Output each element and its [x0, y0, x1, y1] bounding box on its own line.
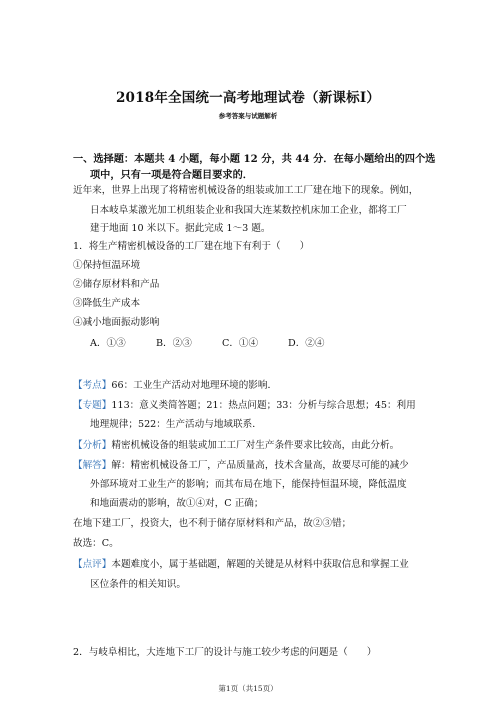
- page-subtitle: 参考答案与试题解析: [218, 112, 278, 120]
- jieda-tag: 【解答】: [73, 460, 112, 471]
- option-1: ①保持恒温环境: [73, 260, 141, 271]
- kaodian-text: 66：工业生产活动对地理环境的影响．: [111, 380, 278, 391]
- fenxi-line: [73, 440, 399, 452]
- analysis-extra-1: 在地下建工厂，投资大，也不利于储存原材料和产品，故②③错；: [73, 518, 352, 529]
- dianping-text-1: 本题难度小，属于基础题，解题的关键是从材料中获取信息和掌握工业: [111, 559, 409, 570]
- jieda-line-3: 和地面震动的影响，故①④对，C 正确；: [90, 498, 264, 509]
- analysis-extra-2: 故选：C。: [73, 538, 119, 549]
- kaodian-line: [73, 380, 277, 392]
- dianping-line-1: [73, 559, 409, 571]
- choice-d: D．②④: [288, 338, 325, 349]
- jieda-text-1: 解：精密机械设备工厂，产品质量高，技术含量高，故要尽可能的减少: [111, 460, 409, 471]
- zhuanti-line-1: [73, 400, 416, 412]
- passage-line-1: 近年来，世界上出现了将精密机械设备的组装或加工工厂建在地下的现象。例如，: [73, 185, 419, 196]
- fenxi-tag: 【分析】: [73, 440, 112, 451]
- page-title: 2018年全国统一高考地理试卷（新课标Ⅰ）: [115, 90, 381, 106]
- option-3: ③降低生产成本: [73, 298, 141, 309]
- question-1: 1．将生产精密机械设备的工厂建在地下有利于（ ）: [73, 241, 310, 252]
- option-4: ④减小地面振动影响: [73, 317, 160, 328]
- option-2: ②储存原材料和产品: [73, 279, 160, 290]
- zhuanti-tag: 【专题】: [73, 400, 112, 411]
- zhuanti-text-1: 113：意义类简答题；21：热点问题；33：分析与综合思想；45：利用: [111, 400, 416, 411]
- choice-c: C．①④: [222, 338, 259, 349]
- section-heading-line-2: 项中，只有一项是符合题目要求的．: [90, 169, 253, 181]
- passage-line-3: 建于地面 10 米以下。据此完成 1～3 题。: [90, 223, 271, 234]
- dianping-line-2: 区位条件的相关知识。: [90, 579, 186, 590]
- zhuanti-line-2: 地理规律；522：生产活动与地域联系．: [90, 419, 262, 430]
- jieda-line-1: [73, 460, 409, 472]
- page-footer: 第1页（共15页）: [218, 684, 278, 693]
- dianping-tag: 【点评】: [73, 559, 112, 570]
- passage-line-2: 日本岐阜某激光加工机组装企业和我国大连某数控机床加工企业，都将工厂: [90, 205, 407, 216]
- choice-a: A．①③: [90, 338, 126, 349]
- answer-choices: [90, 338, 354, 350]
- kaodian-tag: 【考点】: [73, 380, 112, 391]
- jieda-line-2: 外部环境对工业生产的影响；而其布局在地下，能保持恒温环境，降低温度: [90, 479, 407, 490]
- fenxi-text: 精密机械设备的组装或加工工厂对生产条件要求比较高，由此分析。: [111, 440, 400, 451]
- choice-b: B．②③: [156, 338, 192, 349]
- section-heading-line-1: 一、选择题：本题共 4 小题，每小题 12 分，共 44 分．在每小题给出的四个选: [73, 153, 436, 165]
- question-2: 2．与岐阜相比，大连地下工厂的设计与施工较少考虑的问题是（ ）: [73, 647, 377, 658]
